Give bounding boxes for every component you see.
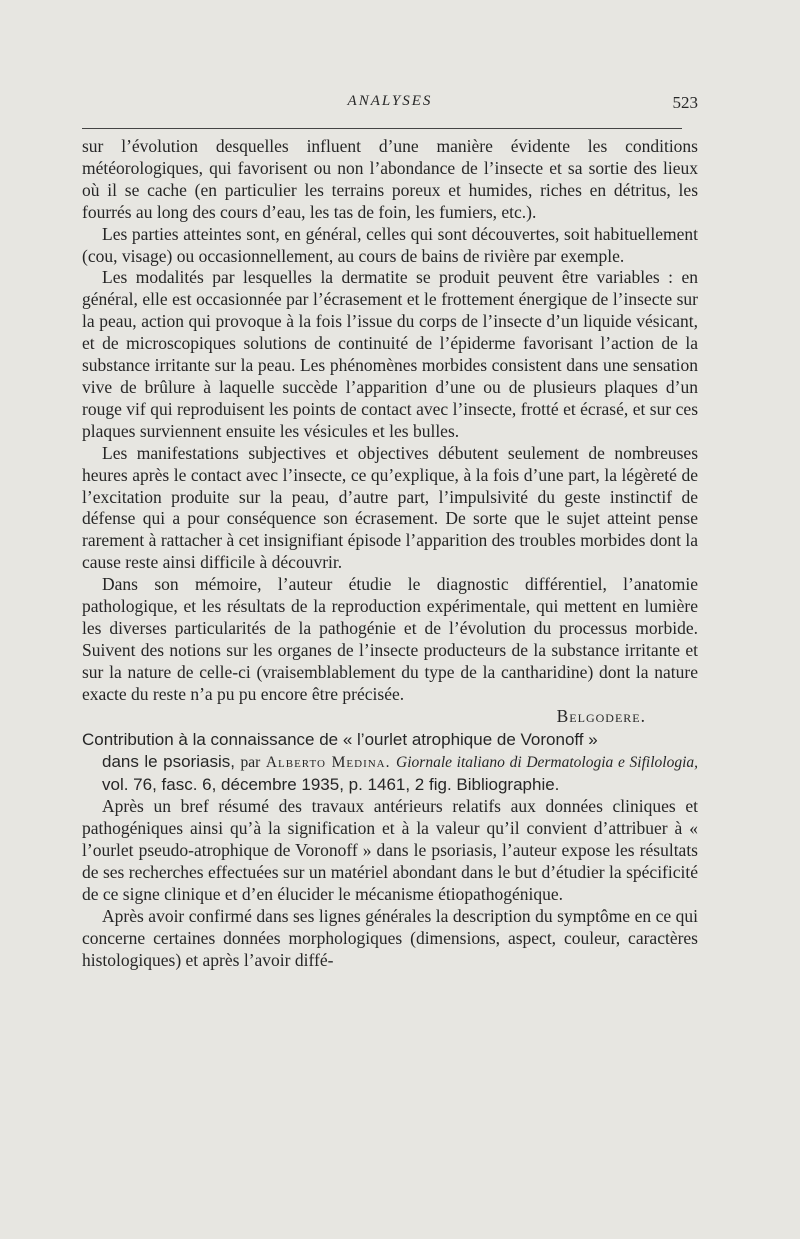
paragraph: Après un bref résumé des travaux antérieurs relatifs aux données cliniques et pathogéniques ainsi qu’à la signification et à la valeur qu’il convient d’attribuer à « l’ourlet pseudo-atrophique de Voronoff » dans le psoriasis, l’auteur expose les résultats de ses recherches effectuées sur un matériel abondant dans le but d’étudier la spécificité de ce signe clinique et d’en élucider le mécanisme étiopathogénique. xyxy=(82,796,698,904)
citation-details: vol. 76, fasc. 6, décembre 1935, p. 1461, 2 fig. Bibliographie. xyxy=(102,775,560,795)
paragraph: Après avoir confirmé dans ses lignes générales la description du symptôme en ce qui concerne certaines données morphologiques (dimensions, aspect, couleur, caractères histologiques) et après l’avoir diffé- xyxy=(82,905,698,970)
article-title-continued: dans le psoriasis, xyxy=(102,752,235,772)
page-number: 523 xyxy=(672,93,698,112)
reviewer-signature: Belgodere. xyxy=(556,705,646,726)
article-title: Contribution à la connaissance de « l’ourlet atrophique de Voronoff » xyxy=(82,730,598,750)
paragraph: sur l’évolution desquelles influent d’une manière évidente les conditions météorologiques, qui favorisent ou non l’abondance de l’insecte et sa sortie des lieux où il se cache (en particulier les terrains poreux et humides, riches en détritus, les fourrés au long des cours d’eau, les tas de foin, les fumiers, etc.). xyxy=(82,136,698,222)
article-author: Alberto Medina. xyxy=(265,754,391,772)
by-word: par xyxy=(240,754,261,772)
paragraph: Les parties atteintes sont, en général, celles qui sont découvertes, soit habituellement (cou, visage) ou occasionnellement, au cours de bains de rivière par exemple. xyxy=(82,223,698,266)
page-body xyxy=(82,136,698,971)
page-header xyxy=(82,93,698,117)
running-head: ANALYSES xyxy=(347,93,433,109)
header-rule xyxy=(82,128,682,129)
paragraph: Dans son mémoire, l’auteur étudie le diagnostic différentiel, l’anatomie pathologique, et les résultats de la reproduction expérimentale, qui mettent en lumière les diverses particularités de la pathogénie et de l’évolution du processus morbide. Suivent des notions sur les organes de l’insecte producteurs de la substance irritante et sur la nature de celle-ci (vraisemblablement du type de la cantharidine) dont la nature exacte du reste n’a pu pu encore être précisée. xyxy=(82,574,698,704)
paragraph: Les manifestations subjectives et objectives débutent seulement de nombreuses heures après le contact avec l’insecte, ce qu’explique, à la fois d’une part, la légèreté de l’excitation produite sur la peau, d’autre part, l’impulsivité du geste instinctif de défense qui a pour conséquence son écrasement. De sorte que le sujet atteint pense rarement à rattacher à cet insignifiant épisode l’apparition des troubles morbides dont la cause reste ainsi difficile à découvrir. xyxy=(82,442,698,573)
article-heading-continuation xyxy=(82,751,698,796)
article-heading xyxy=(82,729,698,796)
paragraph: Les modalités par lesquelles la dermatite se produit peuvent être variables : en général, elle est occasionnée par l’écrasement et le frottement énergique de l’insecte sur la peau, action qui provoque à la fois l’issue du corps de l’insecte d’un liquide vésicant, et de microscopiques solutions de continuité de l’épiderme favorisant l’action de la substance irritante sur la peau. Les phénomènes morbides consistent dans une sensation vive de brûlure à laquelle succède l’apparition d’une ou de plusieurs plaques d’un rouge vif qui reproduisent les points de contact avec l’insecte, frotté et écrasé, et sur ces plaques surviennent ensuite les vésicules et les bulles. xyxy=(82,267,698,441)
journal-name: Giornale italiano di Dermatologia e Sifilologia, xyxy=(396,754,698,772)
